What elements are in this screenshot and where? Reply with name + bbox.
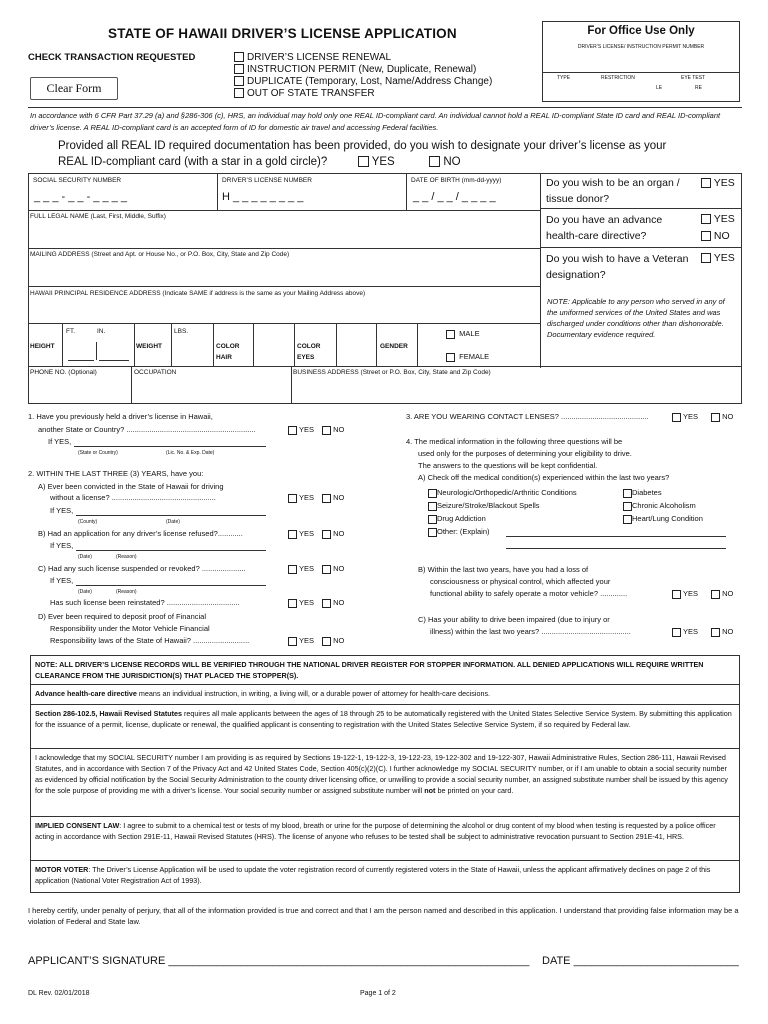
condition-option[interactable]: Other: (Explain)	[428, 525, 577, 538]
checkbox[interactable]	[672, 590, 681, 599]
divider	[134, 323, 135, 366]
checkbox[interactable]	[711, 413, 720, 422]
female-option[interactable]: FEMALE	[446, 352, 489, 362]
divider	[62, 323, 63, 366]
permit-number-label: DRIVER’S LICENSE/ INSTRUCTION PERMIT NUMBER	[577, 44, 705, 50]
q2c-no[interactable]: NO	[322, 564, 344, 574]
male-option[interactable]: MALE	[446, 329, 480, 339]
condition-option[interactable]: Diabetes	[623, 486, 703, 499]
checkbox[interactable]	[288, 599, 297, 608]
clear-form-button[interactable]: Clear Form	[30, 77, 118, 100]
height-label: HEIGHT	[30, 343, 55, 350]
checkbox[interactable]	[701, 178, 711, 188]
transaction-option[interactable]: DRIVER’S LICENSE RENEWAL	[234, 52, 492, 64]
checkbox[interactable]	[234, 76, 244, 86]
implied-consent-notice: IMPLIED CONSENT LAW: I agree to submit to a chemical test or tests of my blood, breath or urine for the purpose of determining the alcohol or drug content of my blood when testing is requested by a police officer acting in accordance with Section 291E-11, Hawaii Revised Statutes (HRS). The license of anyone who refuses to be tested shall be subject to administrative revocation pursuant to Section 291E-41, HRS.	[30, 817, 740, 861]
advance-directive-definition: Advance health-care directive means an individual instruction, in writing, a living will, or a durable power of attorney for health-care decisions.	[30, 685, 740, 705]
divider	[217, 173, 218, 210]
q2a-no[interactable]: NO	[322, 493, 344, 503]
ssn-label: SOCIAL SECURITY NUMBER	[33, 177, 122, 184]
divider	[28, 366, 742, 367]
transaction-options	[234, 52, 492, 100]
organ-yes-option[interactable]: YES	[701, 175, 735, 191]
checkbox[interactable]	[446, 330, 455, 339]
divider	[28, 210, 540, 211]
condition-option[interactable]: Heart/Lung Condition	[623, 512, 703, 525]
divider	[540, 173, 541, 368]
selective-service-notice: Section 286-102.5, Hawaii Revised Statutes requires all male applicants between the ages of 18 through 25 to be automatically registered with the United States Selective Service System. By submitting this application for the issuance of a permit, license, duplicate or renewal, the qualified applicant is consenting to registration with the United States Selective Service System, if so required by Federal law.	[30, 705, 740, 749]
ndr-note: NOTE: ALL DRIVER’S LICENSE RECORDS WILL BE VERIFIED THROUGH THE NATIONAL DRIVER REGISTER FOR STOPPER INFORMATION. ALL DENIED APPLICATIONS WILL REQUIRE WRITTEN CLEARANCE FROM THE JURISDICTION(S) THAT PLACED THE STOPPER(S).	[30, 655, 740, 685]
office-use-title: For Office Use Only	[587, 25, 695, 37]
dob-input[interactable]: _ _ / _ _ / _ _ _ _	[413, 191, 496, 203]
divider	[540, 247, 742, 248]
checkbox[interactable]	[322, 426, 331, 435]
q2b-answer-line[interactable]	[76, 550, 266, 551]
mailing-address-label: MAILING ADDRESS (Street and Apt. or House No., or P.O. Box, City, State and Zip Code)	[30, 251, 290, 258]
form-title: STATE OF HAWAII DRIVER’S LICENSE APPLICATION	[108, 26, 457, 41]
checkbox[interactable]	[322, 599, 331, 608]
checkbox[interactable]	[701, 253, 711, 263]
condition-option[interactable]: Chronic Alcoholism	[623, 499, 703, 512]
checkbox[interactable]	[322, 530, 331, 539]
checkbox[interactable]	[672, 413, 681, 422]
organ-donor-question: Do you wish to be an organ / tissue donor?	[546, 177, 680, 205]
q3-no[interactable]: NO	[711, 412, 733, 422]
signature-date-line[interactable]: DATE ___________________________	[542, 955, 739, 967]
realid-note: In accordance with 6 CFR Part 37.29 (a) and §286-306 (c), HRS, an individual may hold only one REAL ID-compliant card. An individual cannot hold a REAL ID-compliant State ID card and REAL ID-compliant driver’s license. A REAL ID-compliant card is an accepted form of ID for domestic air travel and accessing Federal facilities.	[30, 111, 721, 132]
checkbox[interactable]	[428, 515, 437, 524]
divider	[171, 323, 172, 366]
residence-address-label: HAWAII PRINCIPAL RESIDENCE ADDRESS (Indicate SAME if address is the same as your Mailing Address above)	[30, 290, 366, 297]
realid-no-checkbox[interactable]	[429, 156, 440, 167]
dob-label: DATE OF BIRTH (mm-dd-yyyy)	[411, 177, 502, 184]
checkbox[interactable]	[288, 565, 297, 574]
q4c-yes[interactable]: YES	[672, 627, 698, 637]
checkbox[interactable]	[711, 628, 720, 637]
q2c-answer-line[interactable]	[76, 585, 266, 586]
ssn-input[interactable]: _ _ _ - _ _ - _ _ _ _	[34, 191, 127, 203]
checkbox[interactable]	[288, 494, 297, 503]
divider	[543, 72, 739, 73]
checkbox[interactable]	[322, 637, 331, 646]
phone-label: PHONE NO. (Optional)	[30, 369, 97, 376]
checkbox[interactable]	[446, 353, 455, 362]
checkbox[interactable]	[234, 88, 244, 98]
divider	[406, 173, 407, 210]
type-label: TYPE	[557, 75, 571, 81]
divider	[291, 366, 292, 403]
q2a-yes[interactable]: YES	[288, 493, 314, 503]
conditions-right-list	[623, 486, 703, 525]
conditions-left-list	[428, 486, 577, 538]
signature-line[interactable]: APPLICANT’S SIGNATURE ___________________________________________________________	[28, 955, 530, 967]
divider	[28, 173, 29, 403]
divider	[96, 342, 97, 360]
q4b-yes[interactable]: YES	[672, 589, 698, 599]
transaction-option[interactable]: INSTRUCTION PERMIT (New, Duplicate, Renewal)	[234, 64, 492, 76]
color-hair-label: COLOR	[216, 343, 240, 350]
re-label: RE	[695, 85, 702, 91]
q2b-no[interactable]: NO	[322, 529, 344, 539]
divider	[28, 248, 540, 249]
checkbox[interactable]	[701, 231, 711, 241]
divider	[28, 403, 742, 404]
height-in-input[interactable]	[99, 360, 129, 361]
divider	[294, 323, 295, 366]
q2c-yes[interactable]: YES	[288, 564, 314, 574]
veteran-note: NOTE: Applicable to any person who served in any of the uniformed services of the United States and was discharged under conditions other than dishonorable. Documentary evidence required.	[547, 297, 725, 339]
divider	[28, 323, 540, 324]
q2c-reinstated-no[interactable]: NO	[322, 598, 344, 608]
directive-yes-option[interactable]: YES	[701, 211, 735, 227]
occupation-label: OCCUPATION	[134, 369, 177, 376]
revision-label: DL Rev. 02/01/2018	[28, 990, 90, 997]
divider	[336, 323, 337, 366]
ft-label: FT.	[66, 328, 76, 335]
q2c-reinstated-yes[interactable]: YES	[288, 598, 314, 608]
checkbox[interactable]	[322, 565, 331, 574]
weight-label: WEIGHT	[136, 343, 162, 350]
q4b-no[interactable]: NO	[711, 589, 733, 599]
divider	[131, 366, 132, 403]
checkbox[interactable]	[428, 489, 437, 498]
divider	[253, 323, 254, 366]
checkbox[interactable]	[288, 637, 297, 646]
other-explain-line[interactable]	[506, 548, 726, 549]
checkbox[interactable]	[428, 528, 437, 537]
color-eyes-label: COLOR	[297, 343, 321, 350]
restriction-label: RESTRICTION	[601, 75, 635, 81]
realid-question: Provided all REAL ID required documentation has been provided, do you wish to designate your driver’s license as your REAL ID-compliant card (with a star in a gold circle)? YES NO	[58, 140, 667, 168]
checkbox[interactable]	[672, 628, 681, 637]
transaction-option[interactable]: OUT OF STATE TRANSFER	[234, 88, 492, 100]
checkbox[interactable]	[711, 590, 720, 599]
checkbox[interactable]	[428, 502, 437, 511]
checkbox[interactable]	[623, 502, 632, 511]
divider	[417, 323, 418, 366]
question-1: 1. Have you previously held a driver’s license in Hawaii,	[28, 412, 213, 421]
question-4: 4. The medical information in the following three questions will be	[406, 437, 623, 446]
q3-yes[interactable]: YES	[672, 412, 698, 422]
q2d-no[interactable]: NO	[322, 636, 344, 646]
dl-number-label: DRIVER’S LICENSE NUMBER	[222, 177, 312, 184]
condition-option[interactable]: Neurologic/Orthopedic/Arthritic Conditions	[428, 486, 577, 499]
page-number: Page 1 of 2	[360, 990, 396, 997]
q2d-yes[interactable]: YES	[288, 636, 314, 646]
dl-number-input[interactable]: H _ _ _ _ _ _ _ _	[222, 191, 304, 203]
realid-yes-checkbox[interactable]	[358, 156, 369, 167]
divider	[213, 323, 214, 366]
checkbox[interactable]	[623, 489, 632, 498]
ssn-acknowledgement: I acknowledge that my SOCIAL SECURITY number I am providing is as required by Sections 19-122-1, 19-122-3, 19-122-23, 19-122-302 and 19-122-307, Hawaii Administrative Rules, Section 286-111, Hawaii Revised Statutes, and in accordance with Section 7 of the Privacy Act and 42 United States Code, Section 405(c)(2)(C). I further acknowledge my SOCIAL SECURITY number, or if I am unable to obtain a social security number as evidenced by official notification by the Social Security Administration to the county driver licensing office, or unwilling to provide a social security number, an assigned substitute number shall be issued by this agency for the sole purpose of providing me with a driver’s license. Your social security number or assigned substitute number will not be printed on your card.	[30, 749, 740, 817]
divider	[28, 173, 742, 174]
condition-option[interactable]: Drug Addiction	[428, 512, 577, 525]
checkbox[interactable]	[234, 52, 244, 62]
eye-test-label: EYE TEST	[681, 75, 706, 81]
directive-question: Do you have an advance health-care directive?	[546, 214, 663, 242]
checkbox[interactable]	[623, 515, 632, 524]
q4c-no[interactable]: NO	[711, 627, 733, 637]
certification-text: I hereby certify, under penalty of perjury, that all of the information provided is true and correct and that I am the person named and described in this application. I understand that providing false information may be a violation of Federal and State law.	[28, 906, 739, 926]
gender-label: GENDER	[380, 343, 408, 350]
divider	[28, 107, 742, 108]
q2b-yes[interactable]: YES	[288, 529, 314, 539]
q2a-answer-line[interactable]	[76, 515, 266, 516]
in-label: IN.	[97, 328, 106, 335]
checkbox[interactable]	[234, 64, 244, 74]
full-name-label: FULL LEGAL NAME (Last, First, Middle, Suffix)	[30, 213, 166, 220]
le-label: LE	[656, 85, 663, 91]
checkbox[interactable]	[322, 494, 331, 503]
office-use-box	[542, 21, 740, 102]
veteran-yes-option[interactable]: YES	[701, 250, 735, 266]
divider	[28, 286, 540, 287]
other-explain-line[interactable]	[506, 536, 726, 537]
divider	[376, 323, 377, 366]
business-address-label: BUSINESS ADDRESS (Street or P.O. Box, City, State and Zip Code)	[293, 369, 491, 376]
height-ft-input[interactable]	[68, 360, 94, 361]
q1-yes[interactable]: YES	[288, 425, 314, 435]
condition-option[interactable]: Seizure/Stroke/Blackout Spells	[428, 499, 577, 512]
checkbox[interactable]	[288, 530, 297, 539]
question-2: 2. WITHIN THE LAST THREE (3) YEARS, have you:	[28, 469, 204, 478]
q1-answer-line[interactable]	[74, 446, 266, 447]
checkbox[interactable]	[701, 214, 711, 224]
transaction-option[interactable]: DUPLICATE (Temporary, Lost, Name/Address Change)	[234, 76, 492, 88]
q1-no[interactable]: NO	[322, 425, 344, 435]
motor-voter-notice: MOTOR VOTER: The Driver’s License Application will be used to update the voter registration record of currently registered voters in the State of Hawaii, unless the applicant affirmatively declines on page 2 of this application (National Voter Registration Act of 1993).	[30, 861, 740, 893]
check-transaction-label: CHECK TRANSACTION REQUESTED	[28, 52, 196, 63]
question-3: 3. ARE YOU WEARING CONTACT LENSES? ..........................................	[406, 412, 649, 421]
directive-no-option[interactable]: NO	[701, 228, 730, 244]
lbs-label: LBS.	[174, 328, 189, 335]
veteran-question: Do you wish to have a Veteran designation?	[546, 253, 689, 281]
checkbox[interactable]	[288, 426, 297, 435]
divider	[540, 208, 742, 209]
